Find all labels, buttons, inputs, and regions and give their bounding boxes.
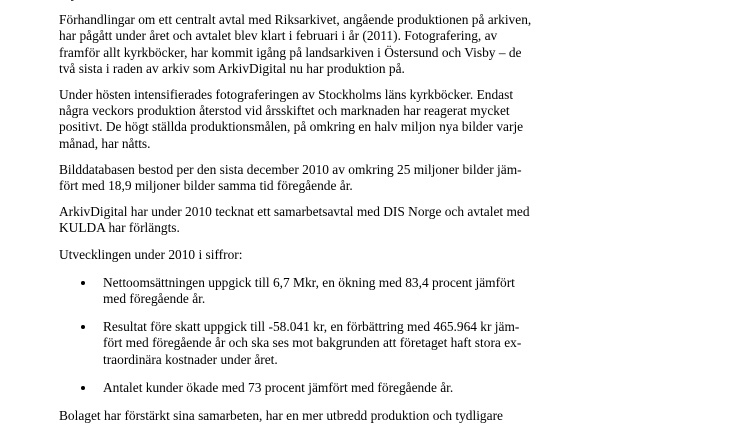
paragraph-riksarkivet-agreement <box>59 12 537 77</box>
closing-paragraph <box>59 408 537 424</box>
text-line: Utvecklingen under 2010 i siffror: <box>59 246 243 262</box>
text-line: fört med 18,9 miljoner bilder samma tid föregående år. <box>59 178 353 194</box>
paragraph-dis-norge <box>59 204 537 236</box>
bullet-icon <box>81 386 85 390</box>
text-line: Nettoomsättningen uppgick till 6,7 Mkr, en ökning med 83,4 procent jämfört <box>103 274 515 290</box>
bullet-icon <box>81 325 85 329</box>
text-line: positivt. De högt ställda produktionsmålen, på omkring en halv miljon nya bilder varje <box>59 119 524 135</box>
text-line: två sista i raden av arkiv som ArkivDigital nu har produktion på. <box>59 60 405 76</box>
list-item <box>59 319 537 368</box>
figures-bullet-list <box>59 275 537 396</box>
list-item <box>59 275 537 307</box>
paragraph-figures-intro <box>59 247 537 263</box>
paragraph-image-database <box>59 162 537 194</box>
text-line: månad, har nåtts. <box>59 135 151 151</box>
paragraph-stockholm-photography <box>59 87 537 152</box>
text-line: Resultat före skatt uppgick till -58.041 kr, en förbättring med 465.964 kr jäm- <box>103 319 520 335</box>
text-line <box>59 0 537 2</box>
list-item <box>59 380 537 396</box>
text-line: några veckors produktion återstod vid årsskiftet och marknaden har reagerat mycket <box>59 103 510 119</box>
text-line: KULDA har förlängts. <box>59 220 180 236</box>
text-line: Antalet kunder ökade med 73 procent jämfört med föregående år. <box>103 379 454 395</box>
text-line: Bolaget har förstärkt sina samarbeten, har en mer utbredd produktion och tydligare <box>59 408 503 424</box>
text-line: fört med föregående år och ska ses mot bakgrunden att företaget haft stora ex- <box>103 335 522 351</box>
document-body <box>59 0 537 434</box>
bullet-icon <box>81 281 85 285</box>
text-line: traordinära kostnader under året. <box>103 351 278 367</box>
text-line: Under hösten intensifierades fotograferingen av Stockholms läns kyrkböcker. Endast <box>59 87 514 103</box>
text-line: med föregående år. <box>103 291 206 307</box>
text-line: Bilddatabasen bestod per den sista december 2010 av omkring 25 miljoner bilder jäm- <box>59 161 522 177</box>
cut-off-paragraph <box>59 0 537 2</box>
text-line: har pågått under året och avtalet blev klart i februari i år (2011). Fotografering, av <box>59 28 498 44</box>
text-line: Förhandlingar om ett centralt avtal med Riksarkivet, angående produktionen på arkiven, <box>59 12 532 28</box>
text-line: ArkivDigital har under 2010 tecknat ett samarbetsavtal med DIS Norge och avtalet med <box>59 204 530 220</box>
text-line: framför allt kyrkböcker, har kommit igång på landsarkiven i Östersund och Visby – de <box>59 44 522 60</box>
